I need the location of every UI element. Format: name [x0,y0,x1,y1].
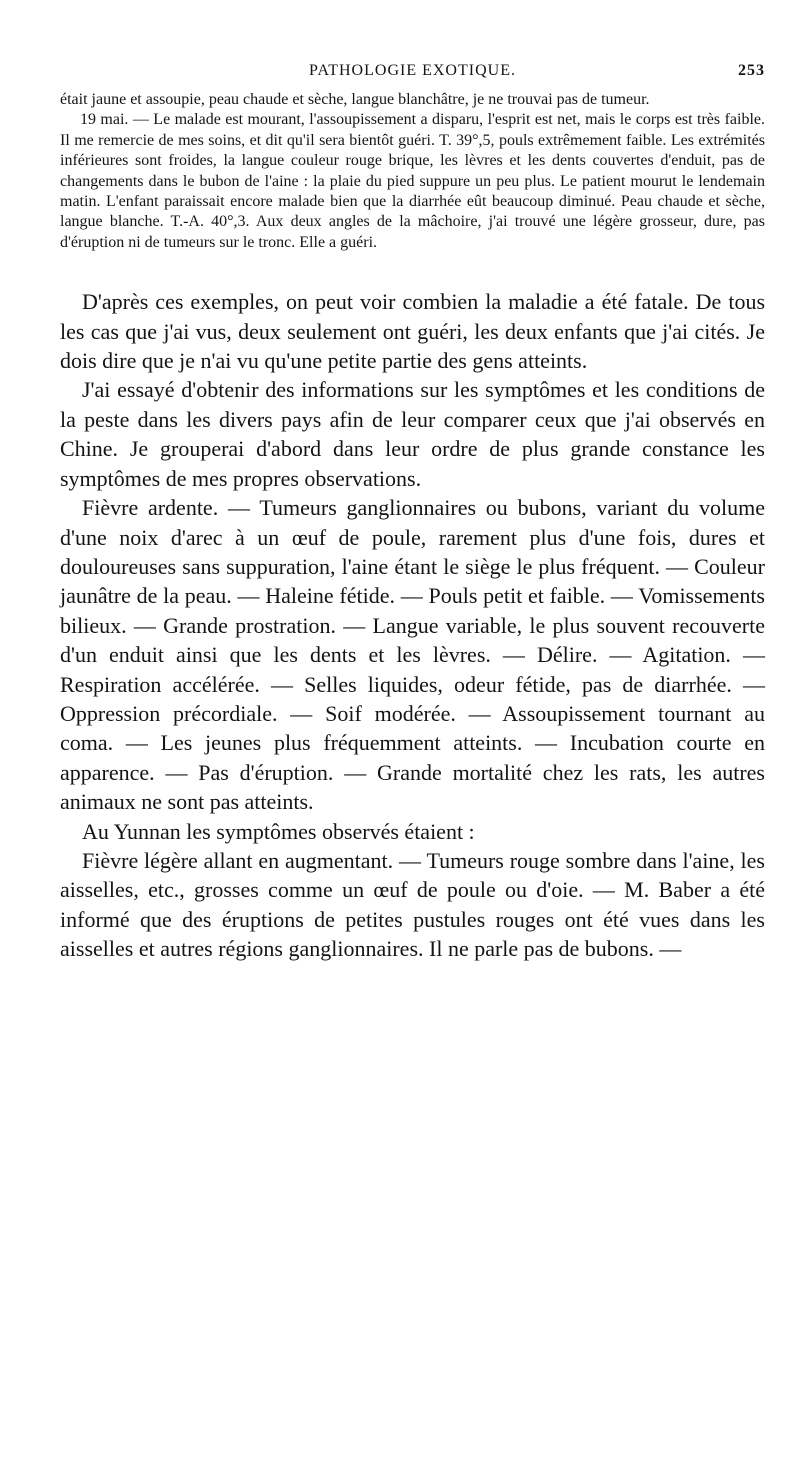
case-notes [60,90,765,253]
running-header [60,62,765,90]
body-paragraph: Fièvre légère allant en augmentant. — Tumeurs rouge sombre dans l'aine, les aisselles, etc., grosses comme un œuf de poule ou d'oie. — M. Baber a été informé que des éruptions de petites pustules rouges ont été vues dans les aisselles et autres régions ganglionnaires. Il ne parle pas de bubons. — [60,847,765,962]
case-note-continuation: était jaune et assoupie, peau chaude et sèche, langue blanchâtre, je ne trouvai pas de tumeur. [60,91,650,108]
symptom-list-paragraph: Fièvre ardente. — Tumeurs ganglionnaires ou bubons, variant du volume d'une noix d'arec à un œuf de poule, rarement plus d'une fois, dures et douloureuses sans suppuration, l'aine étant le siège le plus fréquent. — Couleur jaunâtre de la peau. — Haleine fétide. — Pouls petit et faible. — Vomissements bilieux. — Grande prostration. — Langue variable, le plus souvent recouverte d'un enduit ainsi que les dents et les lèvres. — Délire. — Agitation. — Respiration accélérée. — Selles liquides, odeur fétide, pas de diarrhée. — Oppression précordiale. — Soif modérée. — Assoupissement tournant au coma. — Les jeunes plus fréquemment atteints. — Incubation courte en apparence. — Pas d'éruption. — Grande mortalité chez les rats, les autres animaux ne sont pas atteints. [60,495,765,815]
body-paragraph: D'après ces exemples, on peut voir combien la maladie a été fatale. De tous les cas que j'ai vus, deux seulement ont guéri, les deux enfants que j'ai cités. Je dois dire que je n'ai vu qu'une petite partie des gens atteints. [60,289,765,374]
page-number: 253 [738,62,765,79]
book-page [60,62,765,964]
main-text [60,287,765,963]
body-paragraph: J'ai essayé d'obtenir des informations sur les symptômes et les conditions de la peste dans les divers pays afin de leur comparer ceux que j'ai observés en Chine. Je grouperai d'abord dans leur ordre de plus grande constance les symptômes de mes propres observations. [60,377,765,491]
body-paragraph: Au Yunnan les symptômes observés étaient : [82,818,475,844]
case-note-may-19: 19 mai. — Le malade est mourant, l'assoupissement a disparu, l'esprit est net, mais le corps est très faible. Il me remercie de mes soins, et dit qu'il sera bientôt guéri. T. 39°,5, pouls extrêmement faible. Les extrémités inférieures sont froides, la langue couleur rouge brique, les lèvres et les dents couvertes d'enduit, pas de changements dans le bubon de l'aine : la plaie du pied suppure un peu plus. Le patient mourut le lendemain matin. L'enfant paraissait encore malade bien que la diarrhée eût beaucoup diminué. Peau chaude et sèche, langue blanche. T.-A. 40°,3. Aux deux angles de la mâchoire, j'ai trouvé une légère grosseur, dure, pas d'éruption ni de tumeurs sur le tronc. Elle a guéri. [60,111,765,251]
running-title: PATHOLOGIE EXOTIQUE. [309,62,516,79]
